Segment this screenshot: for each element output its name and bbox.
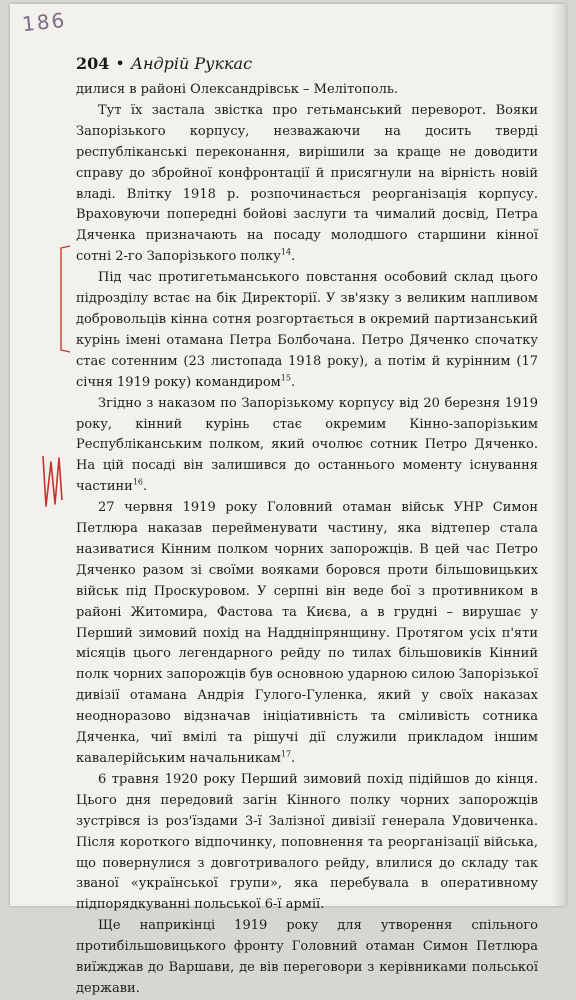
- scanned-page: [10, 4, 566, 996]
- footnote-ref: 15: [280, 373, 291, 383]
- footnote-ref: 17: [280, 749, 292, 759]
- paragraph: Згідно з наказом по Запорізькому корпусу від 20 березня 1919 року, кінний курінь стає окремим Кінно-запорізьким Республіканським полком, який очолює сотник Петро Дяченко. На цій посаді він залишився до останнього моменту існування частини$^{16}$.: [76, 395, 538, 495]
- footnote-ref: 16: [132, 477, 143, 487]
- running-head: [76, 54, 536, 73]
- paragraph: 27 червня 1919 року Головний отаман військ УНР Симон Петлюра наказав перейменувати частину, яка відтепер стала називатися Кінним полком чорних запорожців. В цей час Петро Дяченко разом зі своїми вояками боровся проти більшовицьких військ під Проскуровом. У серпні він веде бої з противником в районі Житомира, Фастова та Києва, а в грудні – вирушає у Перший зимовий похід на Наддніпрянщину. Протягом усіх п'яти місяців цього легендарного рейду по тилах більшовиків Кінний полк чорних запорожців був основною ударною силою Запорізької дивізії отамана Андрія Гулого-Гуленка, який у своїх наказах неодноразово відзначав ініціативність та сміливість сотника Дяченка, чиї вмілі та рішучі дії служили прикладом іншим кавалерійським начальникам$^{17}$.: [76, 500, 538, 766]
- margin-bracket-mark: [58, 244, 72, 354]
- paragraph: Тут їх застала звістка про гетьманський переворот. Вояки Запорізького корпусу, незважаючи на досить тверді республіканські переконання, вирішили за краще не доводити справу до збройної конфронтації й присягнули на вірність новій владі. Влітку 1918 р. розпочинається реорганізація корпусу. Враховуючи попередні бойові заслуги та чималий досвід, Петра Дяченка призначають на посаду молодшого старшини кінної сотні 2-го Запорізького полку$^{14}$.: [76, 102, 538, 265]
- paragraph: дилися в районі Олександрівськ – Мелітополь.: [76, 82, 399, 97]
- header-separator: •: [115, 54, 125, 73]
- footnote-ref: 14: [280, 247, 292, 257]
- body-text: [76, 80, 538, 1000]
- scan-edge-shadow: [552, 4, 566, 906]
- paragraph: Під час протигетьманського повстання особовий склад цього підрозділу встає на бік Директорії. У зв'язку з великим напливом добровольців кінна сотня розгортається в окремий партизанський курінь імені отамана Петра Болбочана. Петро Дяченко спочатку стає сотенним (23 листопада 1918 року), а потім й курінним (17 січня 1919 року) командиром$^{15}$.: [76, 270, 538, 390]
- page-number: 204: [76, 54, 110, 73]
- paragraph: Ще наприкінці 1919 року для утворення спільного протибільшовицького фронту Головний отаман Симон Петлюра виїжджав до Варшави, де вів переговори з керівниками польської держави.: [76, 918, 538, 996]
- book-author: Андрій Руккас: [130, 54, 253, 73]
- handwritten-archive-number: 186: [20, 7, 68, 37]
- margin-handwritten-mark: [40, 452, 66, 510]
- paragraph: 6 травня 1920 року Перший зимовий похід підійшов до кінця. Цього дня передовий загін Кінного полку чорних запорожців зустрівся із роз'їздами 3-ї Залізної дивізії генерала Удовиченка. Після короткого відпочинку, поповнення та реорганізації війська, що повернулися з довготривалого рейду, влилися до складу так званої «української групи», яка перебувала в оперативному підпорядкуванні польської 6-ї армії.: [76, 771, 538, 913]
